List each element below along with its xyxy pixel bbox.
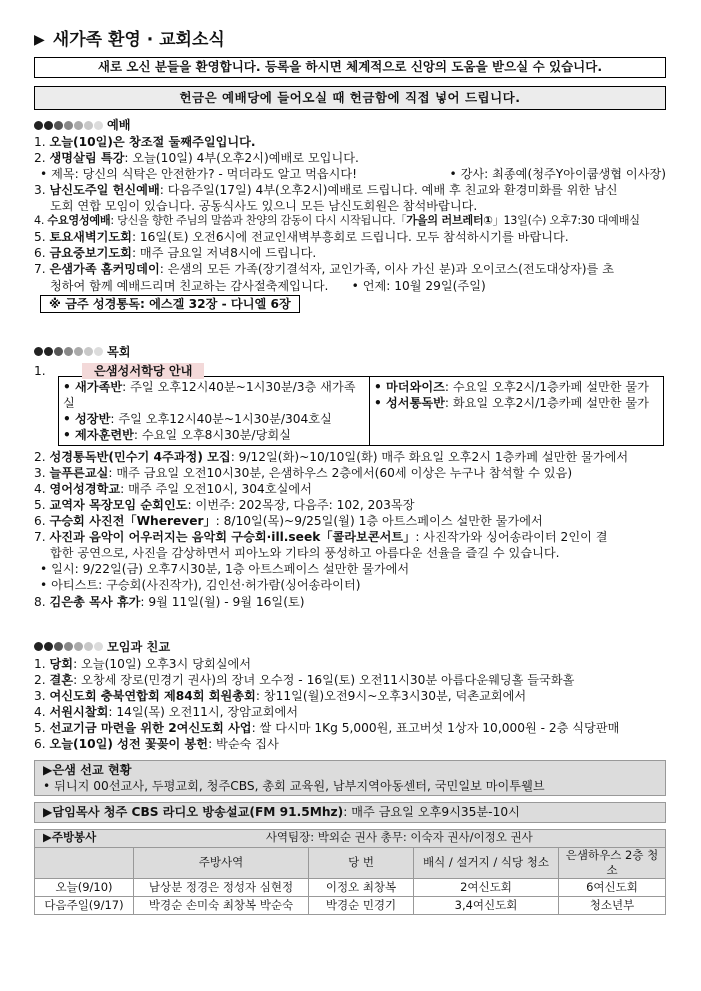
list-item: 2. 성경통독반(민수기 4주과정) 모집: 9/12일(화)~10/10일(화) 매주 화요일 오후2시 1층카페 설만한 물가에서 [34,449,629,464]
dots-icon [34,347,103,356]
page-title [34,28,666,52]
section-title: 예배 [107,117,131,132]
list-item: 5. 토요새벽기도회: 16일(토) 오전6시에 전교인새벽부흥회로 드립니다. 모두 참석하시기를 바랍니다. [34,230,569,245]
dots-icon [34,642,103,651]
table-cell: 청소년부 [559,896,666,914]
list-item: 2. 생명살림 특강: 오늘(10일) 4부(오후2시)예배로 모입니다. [34,151,359,166]
lecture-topic: • 제목: 당신의 식탁은 안전한가? - 먹더라도 알고 먹읍시다! [40,167,358,182]
list-item: 3. 늘푸른교실: 매주 금요일 오전10시30분, 은샘하우스 2층에서(60세 이상은 누구나 참석할 수 있음) [34,465,573,480]
section-header-fellowship [34,638,666,656]
table-cell: 2여신도회 [414,878,559,896]
section-title: 모임과 친교 [107,639,171,654]
mission-text: • 뒤니지 00선교사, 두평교회, 청주CBS, 총회 교육원, 남부지역아동센터, 국민일보 마이투웰브 [43,779,545,794]
bible-school-right [370,377,663,445]
table-header-cell: 배식 / 설거지 / 식당 청소 [414,847,559,878]
list-item: • 성서통독반: 화요일 오후2시/1층카페 설만한 물가 [374,395,649,410]
concert-artist: • 아티스트: 구승회(사진작가), 김인선·허가람(싱어송라이터) [40,578,361,593]
list-item: 1. 오늘(10일)은 창조절 둘째주일입니다. [34,135,256,149]
list-item: • 새가족반: 주일 오후12시40분~1시30분/3층 새가족실 [63,379,356,410]
table-header-row [35,847,666,878]
list-item: 2. 결혼: 오창세 장로(민경기 권사)의 장녀 오수정 - 16일(토) 오전11시30분 아름다운웨딩홀 들국화홀 [34,672,575,687]
table-cell: 박경순 손미숙 최창복 박순숙 [134,896,309,914]
radio-text: : 매주 금요일 오후9시35분-10시 [343,805,520,820]
fellowship-list [34,656,666,753]
kitchen-service-table [34,829,666,915]
list-item: 7. 사진과 음악이 어우러지는 음악회 구승회·ill.seek「콜라보콘서트」: 사진작가와 싱어송라이터 2인이 결 [34,530,608,545]
list-item: 8. 김은총 목사 휴가: 9월 11일(월) - 9월 16일(토) [34,594,305,609]
list-item: 6. 오늘(10일) 성전 꽃꽂이 봉헌: 박순숙 집사 [34,737,279,752]
table-cell: 남상분 정경은 정성자 심현정 [134,878,309,896]
table-cell: 3,4여신도회 [414,896,559,914]
radio-title: ▶담임목사 청주 CBS 라디오 방송설교(FM 91.5Mhz) [43,805,344,820]
list-item: • 성장반: 주일 오후12시40분~1시30분/304호실 [63,411,332,426]
table-row [35,896,666,914]
offering-note-box: 헌금은 예배당에 들어오실 때 헌금함에 직접 넣어 드립니다. [34,86,666,111]
table-header-cell: 은샘하우스 2층 청소 [559,847,666,878]
bible-school-info: 1. 은샘성서학당 안내 • 새가족반: 주일 오후12시40분~1시30분/3층 새가족실 • 성장반: 주일 오후12시40분~1시30분/304호실 • 제자훈련반: 수요일 오후8시30분/당회실 • 마더와이즈: 수요일 오후2시/1층카페 설만한 물가 • 성서통독반: 화요일 오후2시/1층카페 설만한 물가 [34,363,666,449]
table-row [35,878,666,896]
mission-title: ▶은샘 선교 현황 [43,763,132,778]
lecture-speaker: • 강사: 최종예(청주Y아이쿱생협 이사장) [449,167,666,182]
table-cell: 오늘(9/10) [35,878,134,896]
bible-reading-note: ※ 금주 성경통독: 에스겔 32장 - 다니엘 6장 [40,295,300,313]
dots-icon [34,121,103,130]
table-cell: 6여신도회 [559,878,666,896]
table-header-cell: 당 번 [309,847,414,878]
radio-box [34,802,666,822]
mission-box [34,760,666,796]
concert-date: • 일시: 9/22일(금) 오후7시30분, 1층 아트스페이스 설만한 물가에서 [40,562,410,577]
worship-list [34,134,666,313]
list-item: 6. 구승회 사진전「Wherever」: 8/10일(목)~9/25일(월) 1층 아트스페이스 설만한 물가에서 [34,514,543,529]
table-title: ▶주방봉사 [35,829,134,847]
list-item: 7. 은샘가족 홈커밍데이: 은샘의 모든 가족(장기결석자, 교인가족, 이사 가신 분)과 오이코스(전도대상자)를 초 [34,262,614,277]
list-item: 1. 당회: 오늘(10일) 오후3시 당회실에서 [34,656,252,671]
list-item: 4. 수요영성예배: 당신을 향한 주님의 말씀과 찬양의 감동이 다시 시작됩니다.「가을의 러브레터①」13일(수) 오후7:30 대예배실 [34,214,640,228]
list-item-continued: 합한 공연으로, 사진을 감상하면서 피아노와 기타의 풍성하고 아름다운 선율을 즐길 수 있습니다. [50,546,560,561]
table-row [35,829,666,847]
news-page [34,28,666,915]
section-header-worship [34,116,666,134]
list-item-continued: 청하여 함께 예배드리며 친교하는 감사절축제입니다. • 언제: 10월 29일(주일) [50,278,486,293]
bible-school-box [58,376,664,446]
table-cell: 다음주일(9/17) [35,896,134,914]
list-item: • 마더와이즈: 수요일 오후2시/1층카페 설만한 물가 [374,379,649,394]
arrow-right-icon: ▶ [34,31,45,48]
section-header-ministry [34,343,666,361]
table-leaders: 사역팀장: 박외순 권사 총무: 이숙자 권사/이정오 권사 [134,829,666,847]
welcome-box: 새로 오신 분들을 환영합니다. 등록을 하시면 체계적으로 신앙의 도움을 받으실 수 있습니다. [34,57,666,78]
bible-school-left [59,377,370,445]
table-header-cell [35,847,134,878]
bible-school-title: 은샘성서학당 안내 [82,363,204,379]
list-item: • 제자훈련반: 수요일 오후8시30분/당회실 [63,428,291,442]
section-title: 목회 [107,344,131,359]
list-item: 5. 교역자 목장모임 순회인도: 이번주: 202목장, 다음주: 102, 203목장 [34,498,415,512]
ministry-list [34,449,666,610]
list-item: 5. 선교기금 마련을 위한 2여신도회 사업: 쌀 다시마 1Kg 5,000원, 표고버섯 1상자 10,000원 - 2층 식당판매 [34,721,620,736]
list-item-continued: 도회 연합 모임이 있습니다. 공동식사도 있으니 모든 남신도회원은 참석바랍니다. [50,199,478,214]
list-item: 3. 여신도회 충북연합회 제84회 회원총회: 창11일(월)오전9시~오후3시30분, 덕촌교회에서 [34,688,527,703]
list-item: 6. 금요중보기도회: 매주 금요일 저녁8시에 드립니다. [34,246,317,261]
page-title-text: 새가족 환영 · 교회소식 [52,29,225,50]
lecture-info [34,166,666,182]
table-cell: 이정오 최창복 [309,878,414,896]
table-cell: 박경순 민경기 [309,896,414,914]
table-header-cell: 주방사역 [134,847,309,878]
list-item: 4. 서원시찰회: 14일(목) 오전11시, 장암교회에서 [34,704,299,719]
list-item: 3. 남신도주일 헌신예배: 다음주일(17일) 4부(오후2시)예배로 드립니다. 예배 후 친교와 환경미화를 위한 남신 [34,183,618,198]
list-item: 4. 영어성경학교: 매주 주일 오전10시, 304호실에서 [34,481,312,496]
